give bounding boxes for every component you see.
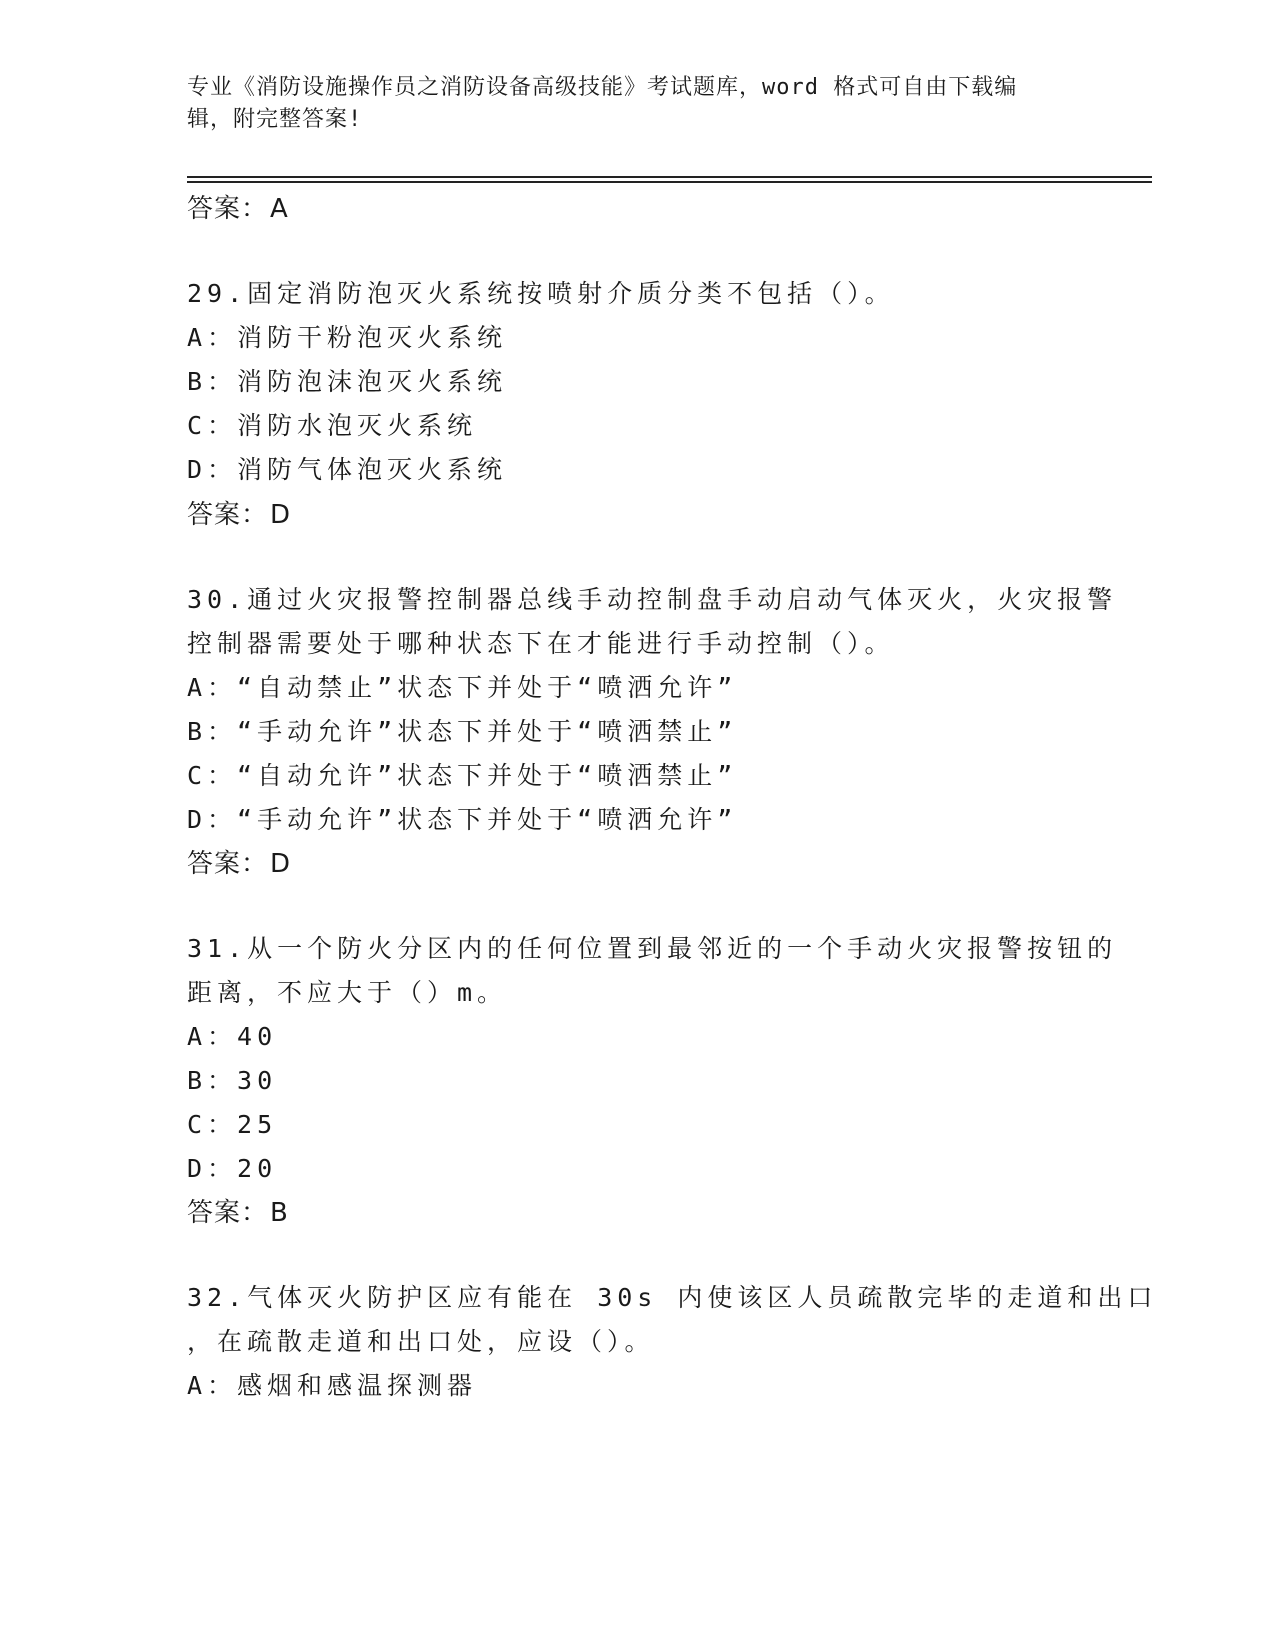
- question-31-stem-line-2: 距离，不应大于（）m。: [187, 978, 508, 1007]
- question-32-option-a: A：感烟和感温探测器: [187, 1371, 478, 1400]
- answer-29: [187, 494, 291, 531]
- header-rule-top: [187, 176, 1152, 178]
- header-rule-bottom: [187, 181, 1152, 183]
- document-header: [187, 72, 1067, 136]
- answer-28: [187, 188, 289, 225]
- question-31-option-d: D：20: [187, 1154, 278, 1183]
- answer-value: A: [270, 194, 289, 224]
- question-30-option-d: D：“手动允许”状态下并处于“喷洒允许”: [187, 805, 738, 834]
- question-30-option-b: B：“手动允许”状态下并处于“喷洒禁止”: [187, 717, 738, 746]
- question-31-option-c: C：25: [187, 1110, 278, 1139]
- question-30-stem-line-2: 控制器需要处于哪种状态下在才能进行手动控制（）。: [187, 629, 895, 658]
- question-31-option-b: B：30: [187, 1066, 278, 1095]
- question-32-stem-line-1: 32.气体灭火防护区应有能在 30s 内使该区人员疏散完毕的走道和出口: [187, 1283, 1158, 1312]
- question-31-stem-line-1: 31.从一个防火分区内的任何位置到最邻近的一个手动火灾报警按钮的: [187, 934, 1118, 963]
- question-29-option-c: C：消防水泡灭火系统: [187, 411, 478, 440]
- answer-label: 答案：: [187, 1198, 269, 1228]
- question-30-option-a: A：“自动禁止”状态下并处于“喷洒允许”: [187, 673, 738, 702]
- answer-value: B: [270, 1198, 289, 1228]
- answer-value: D: [270, 849, 292, 879]
- answer-value: D: [270, 500, 292, 530]
- answer-30: [187, 843, 291, 880]
- question-29-stem: 29.固定消防泡灭火系统按喷射介质分类不包括（）。: [187, 279, 895, 308]
- answer-label: 答案：: [187, 500, 269, 530]
- question-30-option-c: C：“自动允许”状态下并处于“喷洒禁止”: [187, 761, 738, 790]
- question-29-option-b: B：消防泡沫泡灭火系统: [187, 367, 508, 396]
- header-line-2: 辑，附完整答案!: [187, 107, 363, 132]
- header-line-1: 专业《消防设施操作员之消防设备高级技能》考试题库，word 格式可自由下载编: [187, 75, 1018, 100]
- answer-label: 答案：: [187, 194, 269, 224]
- answer-31: [187, 1192, 289, 1229]
- question-29-option-d: D：消防气体泡灭火系统: [187, 455, 508, 484]
- question-29-option-a: A：消防干粉泡灭火系统: [187, 323, 508, 352]
- answer-label: 答案：: [187, 849, 269, 879]
- question-30-stem-line-1: 30.通过火灾报警控制器总线手动控制盘手动启动气体灭火，火灾报警: [187, 585, 1118, 614]
- question-32-stem-line-2: ，在疏散走道和出口处，应设（）。: [187, 1327, 655, 1356]
- question-31-option-a: A：40: [187, 1022, 278, 1051]
